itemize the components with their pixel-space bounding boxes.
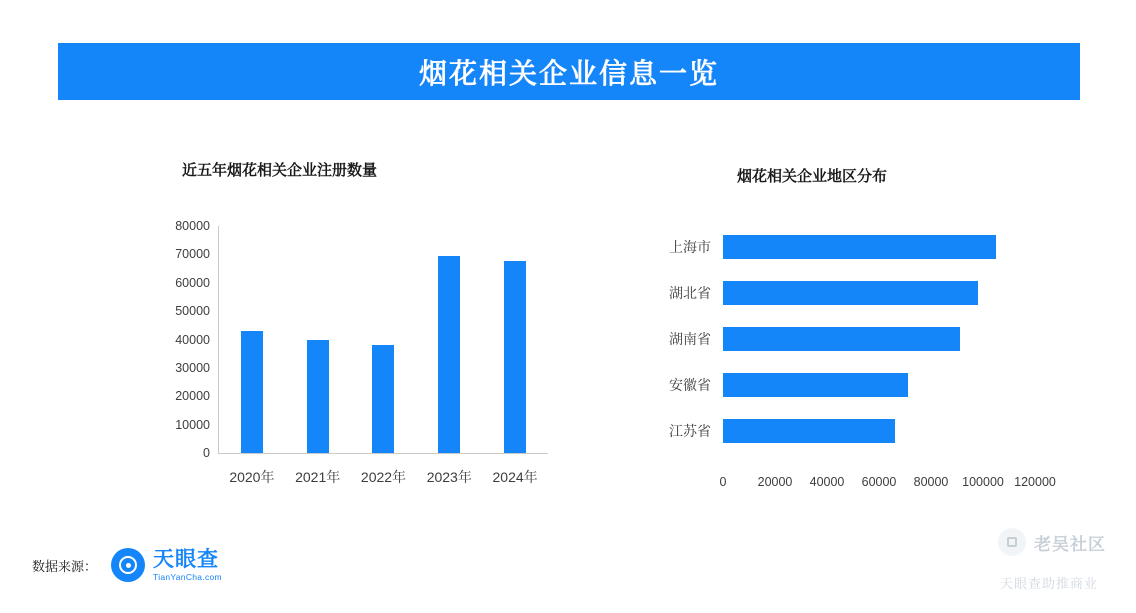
left-bar bbox=[372, 345, 394, 453]
left-x-tick: 2023年 bbox=[426, 469, 472, 485]
tianyancha-logo-en: TianYanCha.com bbox=[153, 571, 222, 582]
left-chart-title: 近五年烟花相关企业注册数量 bbox=[182, 162, 378, 179]
watermark-text: 老吴社区 bbox=[1034, 534, 1106, 554]
tianyancha-eye-icon bbox=[111, 548, 145, 582]
tianyancha-logo bbox=[111, 548, 222, 582]
left-y-tick: 50000 bbox=[175, 304, 210, 319]
right-x-tick: 40000 bbox=[809, 475, 845, 489]
left-x-tick: 2021年 bbox=[295, 469, 341, 485]
watermark-icon bbox=[998, 528, 1026, 556]
right-x-tick: 20000 bbox=[757, 475, 793, 489]
left-bar bbox=[438, 256, 460, 453]
tianyancha-logo-text bbox=[153, 549, 222, 582]
left-bar-item bbox=[416, 226, 482, 485]
watermark-badge bbox=[998, 528, 1106, 556]
right-plot-area bbox=[669, 235, 1035, 463]
right-y-tick: 湖北省 bbox=[669, 285, 711, 301]
watermark-subtext: 天眼查助推商业 bbox=[999, 576, 1098, 591]
left-y-tick: 30000 bbox=[175, 360, 210, 375]
region-distribution-bar-chart bbox=[620, 225, 1060, 505]
title-banner bbox=[58, 43, 1080, 100]
right-x-tick: 60000 bbox=[861, 475, 897, 489]
left-x-tick: 2024年 bbox=[492, 469, 538, 485]
right-bar bbox=[723, 373, 908, 397]
right-bar-item bbox=[669, 281, 1035, 305]
left-bar bbox=[504, 261, 526, 453]
right-y-tick: 湖南省 bbox=[669, 331, 711, 347]
left-x-tick: 2020年 bbox=[229, 469, 275, 485]
right-y-tick: 安徽省 bbox=[669, 377, 711, 393]
source-label: 数据来源： bbox=[32, 558, 98, 574]
source-row bbox=[32, 548, 222, 582]
left-y-tick: 20000 bbox=[175, 389, 210, 404]
left-y-tick: 60000 bbox=[175, 275, 210, 290]
left-bar-item bbox=[285, 226, 351, 485]
right-bar-item bbox=[669, 419, 1035, 443]
left-plot-area bbox=[175, 219, 548, 485]
left-bar-item bbox=[482, 226, 548, 485]
tianyancha-logo-cn: 天眼查 bbox=[153, 547, 220, 571]
right-x-tick: 0 bbox=[719, 475, 727, 489]
registration-count-bar-chart bbox=[88, 218, 568, 493]
left-bar-series bbox=[219, 226, 548, 485]
right-y-tick: 上海市 bbox=[669, 239, 711, 255]
left-y-tick: 10000 bbox=[175, 417, 210, 432]
left-bar bbox=[241, 331, 263, 453]
right-x-axis bbox=[719, 475, 1056, 495]
left-y-tick: 70000 bbox=[175, 247, 210, 262]
left-bar-item bbox=[351, 226, 417, 485]
left-y-tick: 80000 bbox=[175, 219, 210, 233]
right-x-tick: 100000 bbox=[962, 475, 1004, 489]
left-x-tick: 2022年 bbox=[360, 469, 407, 485]
left-bar bbox=[307, 340, 329, 454]
right-bar-item bbox=[669, 373, 1035, 397]
left-y-tick: 40000 bbox=[175, 332, 210, 347]
right-bar bbox=[723, 327, 960, 351]
left-y-tick: 0 bbox=[203, 446, 210, 460]
left-bar-item bbox=[219, 226, 285, 485]
right-bar-item bbox=[669, 327, 1035, 351]
right-bar bbox=[723, 235, 996, 259]
right-x-tick: 120000 bbox=[1014, 475, 1056, 489]
right-bar bbox=[723, 419, 895, 443]
right-chart-title: 烟花相关企业地区分布 bbox=[737, 168, 888, 185]
right-bar bbox=[723, 281, 978, 305]
page-title: 烟花相关企业信息一览 bbox=[418, 57, 719, 89]
right-bar-item bbox=[669, 235, 1035, 259]
right-y-tick: 江苏省 bbox=[669, 423, 711, 439]
right-x-tick: 80000 bbox=[913, 475, 949, 489]
